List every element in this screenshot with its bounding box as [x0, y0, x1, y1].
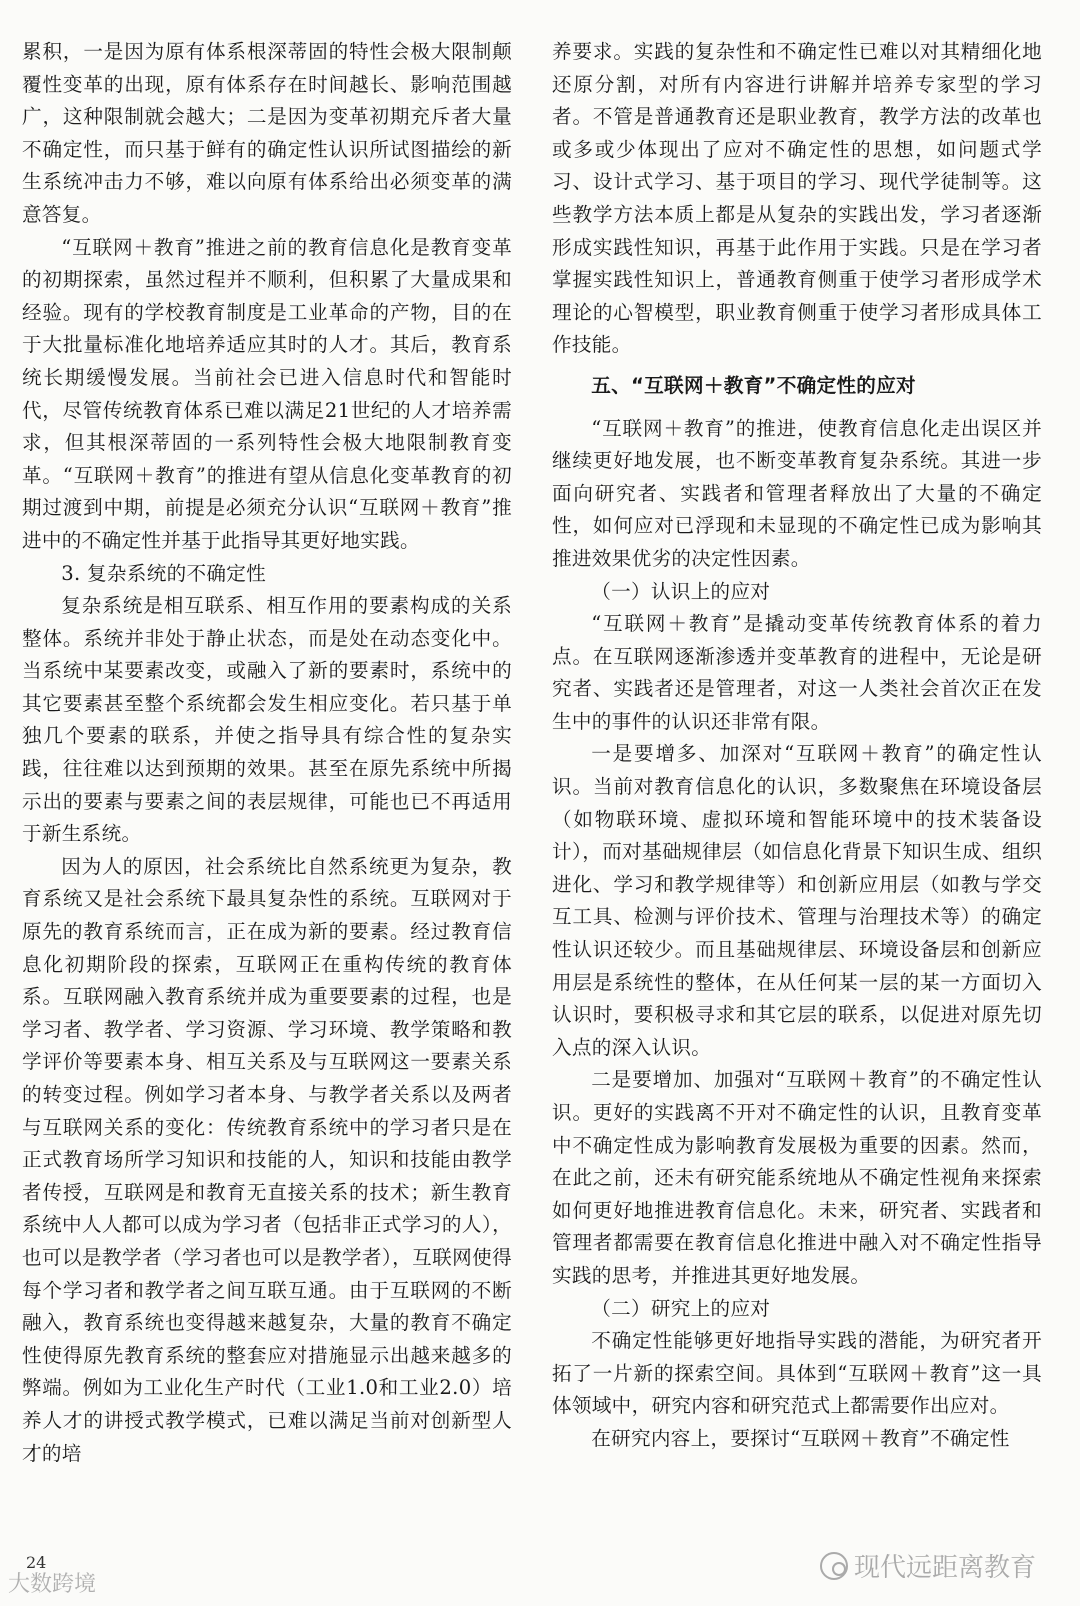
left-subheading-3: 3. 复杂系统的不确定性	[61, 561, 267, 585]
subheading-cognitive-response: （一）认识上的应对	[591, 579, 771, 603]
wechat-icon	[820, 1552, 848, 1580]
right-para-1: 养要求。实践的复杂性和不确定性已难以对其精细化地还原分割，对所有内容进行讲解并培养专家型的学习者。不管是普通教育还是职业教育，教学方法的改革也或多或少体现出了应对不确定性的思想，如问题式学习、设计式学习、基于项目的学习、现代学徒制等。这些教学方法本质上都是从复杂的实践出发，学习者逐渐形成实践性知识，再基于此作用于实践。只是在学习者掌握实践性知识上，普通教育侧重于使学习者形成学术理论的心智模型，职业教育侧重于使学习者形成具体工作技能。	[552, 40, 1042, 357]
right-para-7: 在研究内容上，要探讨“互联网＋教育”不确定性	[591, 1426, 1010, 1450]
right-para-5: 二是要增加、加强对“互联网＋教育”的不确定性认识。更好的实践离不开对不确定性的认识，且教育变革中不确定性成为影响教育发展极为重要的因素。然而，在此之前，还未有研究能系统地从不确定性视角来探索如何更好地推进教育信息化。未来，研究者、实践者和管理者都需要在教育信息化推进中融入对不确定性指导实践的思考，并推进其更好地发展。	[552, 1068, 1042, 1287]
right-para-4: 一是要增多、加深对“互联网＋教育”的确定性认识。当前对教育信息化的认识，多数聚焦在环境设备层（如物联环境、虚拟环境和智能环境中的技术装备设计），而对基础规律层（如信息化背景下知识生成、组织进化、学习和教学规律等）和创新应用层（如教与学交互工具、检测与评价技术、管理与治理技术等）的确定性认识还较少。而且基础规律层、环境设备层和创新应用层是系统性的整体，在从任何某一层的某一方面切入认识时，要积极寻求和其它层的联系，以促进对原先切入点的深入认识。	[552, 742, 1042, 1059]
watermark-right-text: 现代远距离教育	[853, 1553, 1036, 1583]
subheading-research-response: （二）研究上的应对	[591, 1296, 771, 1320]
left-para-5: 因为人的原因，社会系统比自然系统更为复杂，教育系统又是社会系统下最具复杂性的系统。互联网对于原先的教育系统而言，正在成为新的要素。经过教育信息化初期阶段的探索，互联网正在重构传统的教育体系。互联网融入教育系统并成为重要要素的过程，也是学习者、教学者、学习资源、学习环境、教学策略和教学评价等要素本身、相互关系及与互联网这一要素关系的转变过程。例如学习者本身、与教学者关系以及两者与互联网关系的变化：传统教育系统中的学习者只是在正式教育场所学习知识和技能的人，知识和技能由教学者传授，互联网是和教育无直接关系的技术；新生教育系统中人人都可以成为学习者（包括非正式学习的人），也可以是教学者（学习者也可以是教学者），互联网使得每个学习者和教学者之间互联互通。由于互联网的不断融入，教育系统也变得越来越复杂，大量的教育不确定性使得原先教育系统的整套应对措施显示出越来越多的弊端。例如为工业化生产时代（工业1.0和工业2.0）培养人才的讲授式教学模式，已难以满足当前对创新型人才的培	[22, 854, 512, 1465]
left-para-1: 累积，一是因为原有体系根深蒂固的特性会极大限制颠覆性变革的出现，原有体系存在时间越长、影响范围越广，这种限制就会越大；二是因为变革初期充斥者大量不确定性，而只基于鲜有的确定性认识所试图描绘的新生系统冲击力不够，难以向原有体系给出必须变革的满意答复。	[22, 40, 512, 226]
watermark-right	[820, 1547, 1036, 1584]
watermark-left	[8, 1567, 96, 1598]
watermark-left-text: 大数跨境	[8, 1572, 97, 1597]
left-para-2: “互联网＋教育”推进之前的教育信息化是教育变革的初期探索，虽然过程并不顺利，但积累了大量成果和经验。现有的学校教育制度是工业革命的产物，目的在于大批量标准化地培养适应其时的人才。其后，教育系统长期缓慢发展。当前社会已进入信息时代和智能时代，尽管传统教育体系已难以满足21世纪的人才培养需求，但其根深蒂固的一系列特性会极大地限制教育变革。“互联网＋教育”的推进有望从信息化变革教育的初期过渡到中期，前提是必须充分认识“互联网＋教育”推进中的不确定性并基于此指导其更好地实践。	[22, 235, 512, 552]
right-para-6: 不确定性能够更好地指导实践的潜能，为研究者开拓了一片新的探索空间。具体到“互联网＋教育”这一具体领域中，研究内容和研究范式上都需要作出应对。	[552, 1329, 1042, 1418]
left-column	[22, 36, 512, 1470]
right-column	[552, 36, 1042, 1456]
page-number: 24	[26, 1553, 47, 1572]
section-heading-5: 五、“互联网＋教育”不确定性的应对	[591, 373, 916, 397]
right-para-3: “互联网＋教育”是撬动变革传统教育体系的着力点。在互联网逐渐渗透并变革教育的进程中，无论是研究者、实践者还是管理者，对这一人类社会首次正在发生中的事件的认识还非常有限。	[552, 612, 1042, 733]
right-para-2: “互联网＋教育”的推进，使教育信息化走出误区并继续更好地发展，也不断变革教育复杂系统。其进一步面向研究者、实践者和管理者释放出了大量的不确定性，如何应对已浮现和未显现的不确定性已成为影响其推进效果优劣的决定性因素。	[552, 416, 1042, 570]
left-para-4: 复杂系统是相互联系、相互作用的要素构成的关系整体。系统并非处于静止状态，而是处在动态变化中。当系统中某要素改变，或融入了新的要素时，系统中的其它要素甚至整个系统都会发生相应变化。若只基于单独几个要素的联系，并使之指导具有综合性的复杂实践，往往难以达到预期的效果。甚至在原先系统中所揭示出的要素与要素之间的表层规律，可能也已不再适用于新生系统。	[22, 594, 512, 846]
